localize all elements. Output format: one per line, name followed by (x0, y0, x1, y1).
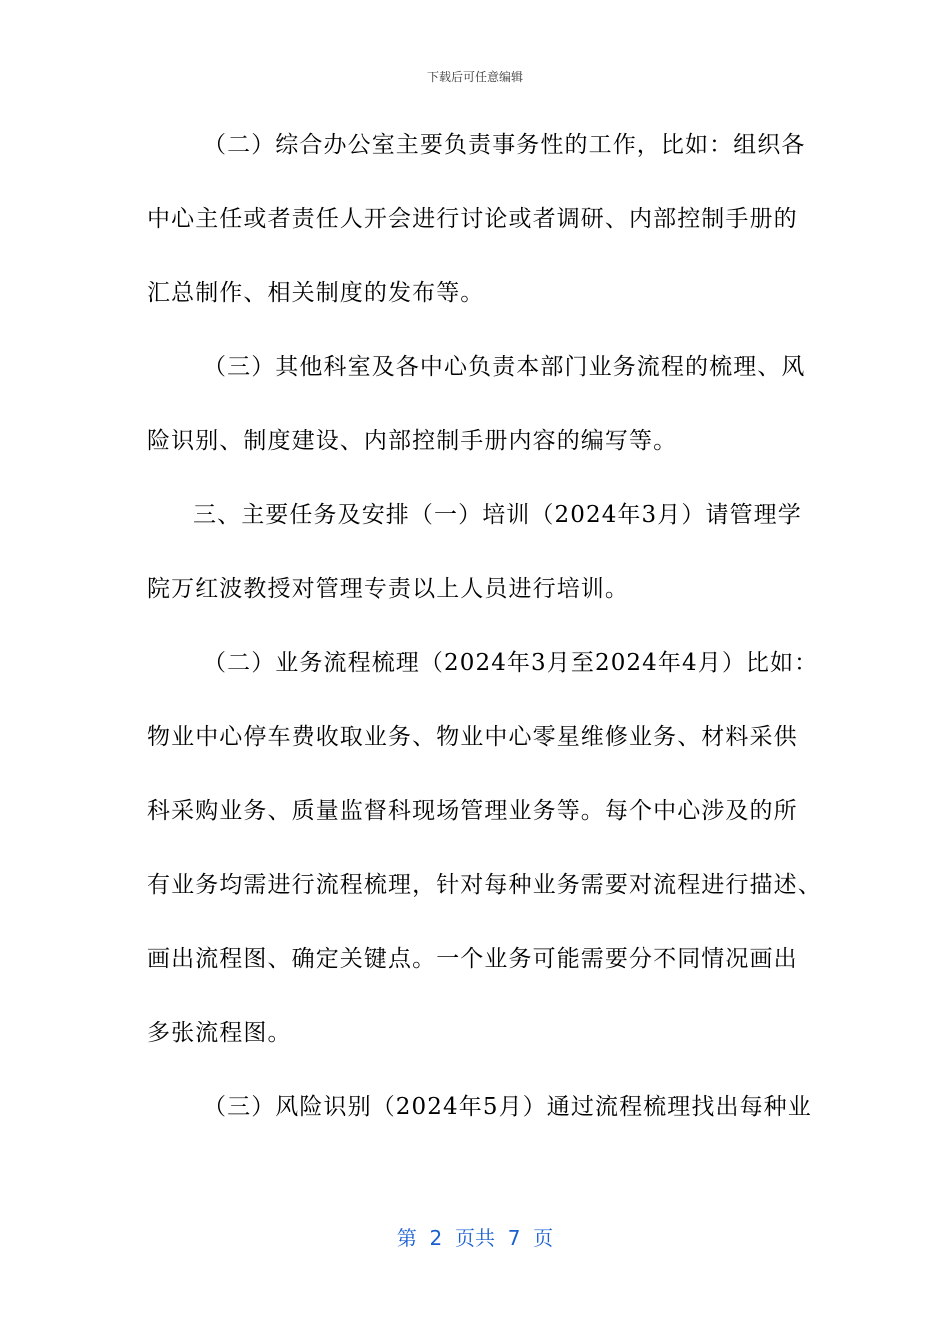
paragraph-line: 画出流程图、确定关键点。一个业务可能需要分不同情况画出 (147, 946, 798, 972)
page-number-footer: 第 2 页共 7 页 (396, 1226, 554, 1250)
paragraph-line: 险识别、制度建设、内部控制手册内容的编写等。 (147, 428, 678, 454)
paragraph-line: （三）其他科室及各中心负责本部门业务流程的梳理、风 (203, 354, 806, 380)
paragraph-line: （二）综合办公室主要负责事务性的工作，比如：组织各 (203, 132, 806, 158)
paragraph-line: 多张流程图。 (147, 1020, 292, 1046)
paragraph-line: 物业中心停车费收取业务、物业中心零星维修业务、材料采供 (147, 724, 798, 750)
paragraph-line: （二）业务流程梳理（2024年3月至2024年4月）比如： (203, 650, 819, 676)
paragraph-line: 中心主任或者责任人开会进行讨论或者调研、内部控制手册的 (147, 206, 798, 232)
paragraph-line: 汇总制作、相关制度的发布等。 (147, 280, 485, 306)
paragraph-line: 有业务均需进行流程梳理，针对每种业务需要对流程进行描述、 (147, 872, 822, 898)
paragraph-line: 三、主要任务及安排（一）培训（2024年3月）请管理学 (193, 502, 802, 528)
document-body (147, 108, 822, 1144)
paragraph-line: 院万红波教授对管理专责以上人员进行培训。 (147, 576, 629, 602)
paragraph-line: 科采购业务、质量监督科现场管理业务等。每个中心涉及的所 (147, 798, 798, 824)
paragraph-line: （三）风险识别（2024年5月）通过流程梳理找出每种业 (203, 1094, 812, 1120)
page-header-note: 下载后可任意编辑 (426, 70, 523, 84)
